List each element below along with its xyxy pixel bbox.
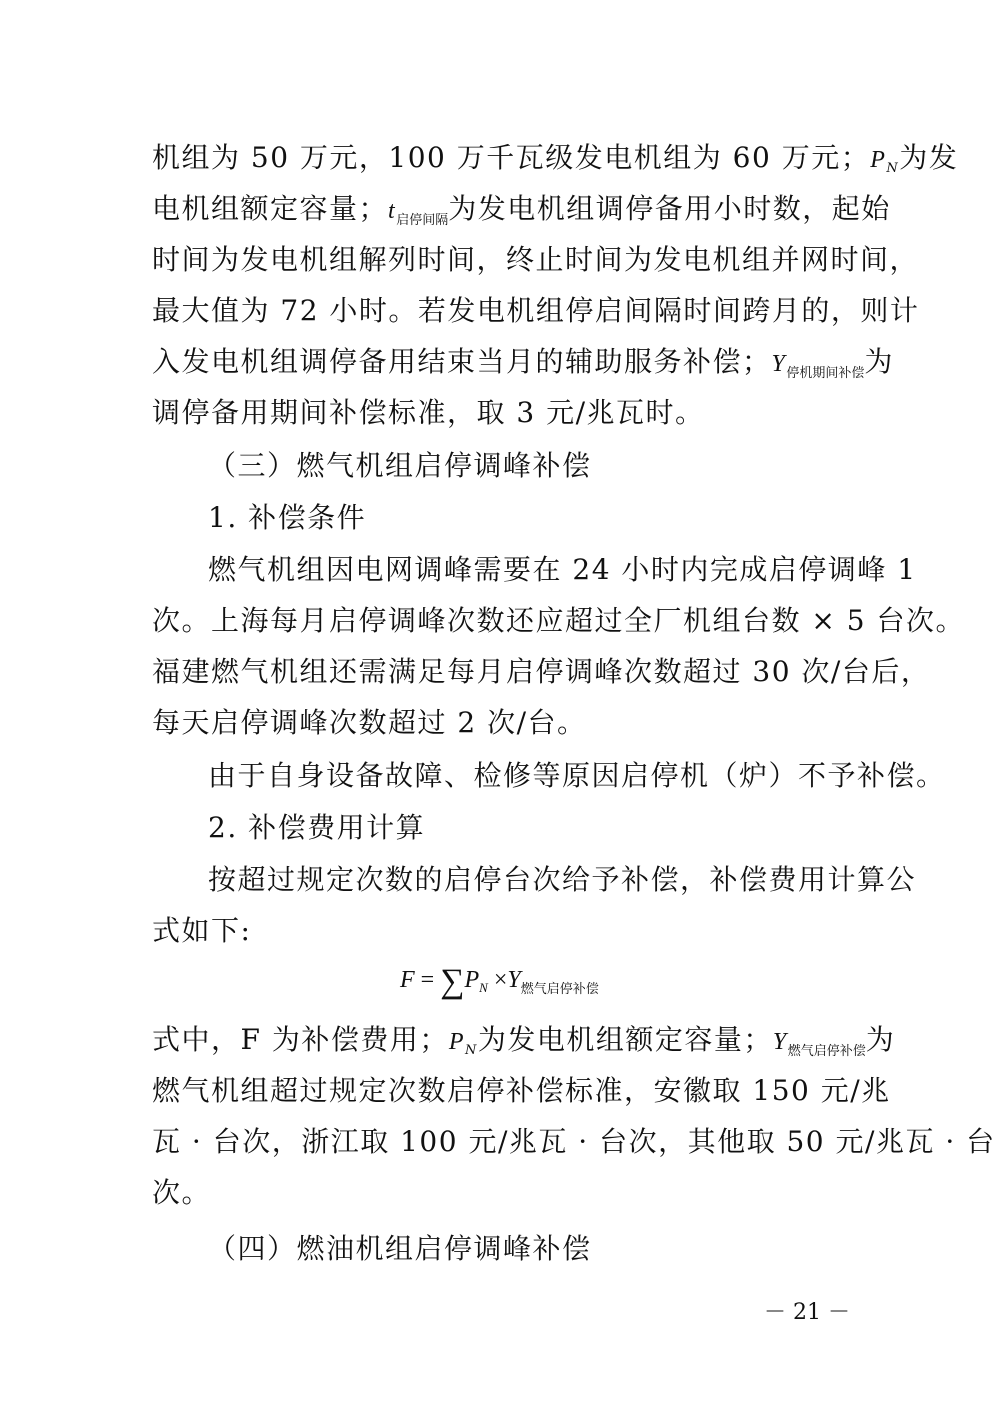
text-line: 燃气机组超过规定次数启停补偿标准，安徽取 150 元/兆 bbox=[152, 1074, 891, 1107]
text-line: 式如下: bbox=[152, 914, 252, 947]
text-line: 电机组额定容量；$t_{启停间隔}$为发电机组调停备用小时数，起始 bbox=[152, 192, 891, 228]
text-line: 福建燃气机组还需满足每月启停调峰次数超过 30 次/台后， bbox=[152, 655, 931, 688]
text-line: 入发电机组调停备用结束当月的辅助服务补偿；$Y_{停机期间补偿}$为 bbox=[152, 345, 894, 381]
text-line: 燃气机组因电网调峰需要在 24 小时内完成启停调峰 1 bbox=[208, 553, 917, 586]
text-line: 调停备用期间补偿标准，取 3 元/兆瓦时。 bbox=[152, 396, 705, 429]
text-line: 式中，F 为补偿费用；PN为发电机组额定容量；$Y_{燃气启停补偿}$为 bbox=[152, 1023, 896, 1059]
page-number: － 21 － bbox=[764, 1300, 850, 1325]
text-line: 由于自身设备故障、检修等原因启停机（炉）不予补偿。 bbox=[208, 759, 946, 792]
compensation-formula: $F = \sum P_N \times Y_{燃气启停补偿}$ bbox=[400, 963, 599, 1000]
text-line: 瓦 · 台次，浙江取 100 元/兆瓦 · 台次，其他取 50 元/兆瓦 · 台 bbox=[152, 1125, 996, 1158]
text-line: 次。上海每月启停调峰次数还应超过全厂机组台数 × 5 台次。 bbox=[152, 604, 965, 637]
text-line: 时间为发电机组解列时间，终止时间为发电机组并网时间， bbox=[152, 243, 920, 276]
text-line: 每天启停调峰次数超过 2 次/台。 bbox=[152, 706, 587, 739]
section-heading: （四）燃油机组启停调峰补偿 bbox=[208, 1232, 592, 1265]
subsection-heading: 1. 补偿条件 bbox=[208, 501, 367, 534]
text-line: 最大值为 72 小时。若发电机组停启间隔时间跨月的，则计 bbox=[152, 294, 920, 327]
text-line: 次。 bbox=[152, 1176, 212, 1209]
section-heading: （三）燃气机组启停调峰补偿 bbox=[208, 449, 592, 482]
text-line: 机组为 50 万元，100 万千瓦级发电机组为 60 万元；PN为发 bbox=[152, 141, 959, 176]
subsection-heading: 2. 补偿费用计算 bbox=[208, 811, 426, 844]
text-line: 按超过规定次数的启停台次给予补偿，补偿费用计算公 bbox=[208, 863, 917, 896]
